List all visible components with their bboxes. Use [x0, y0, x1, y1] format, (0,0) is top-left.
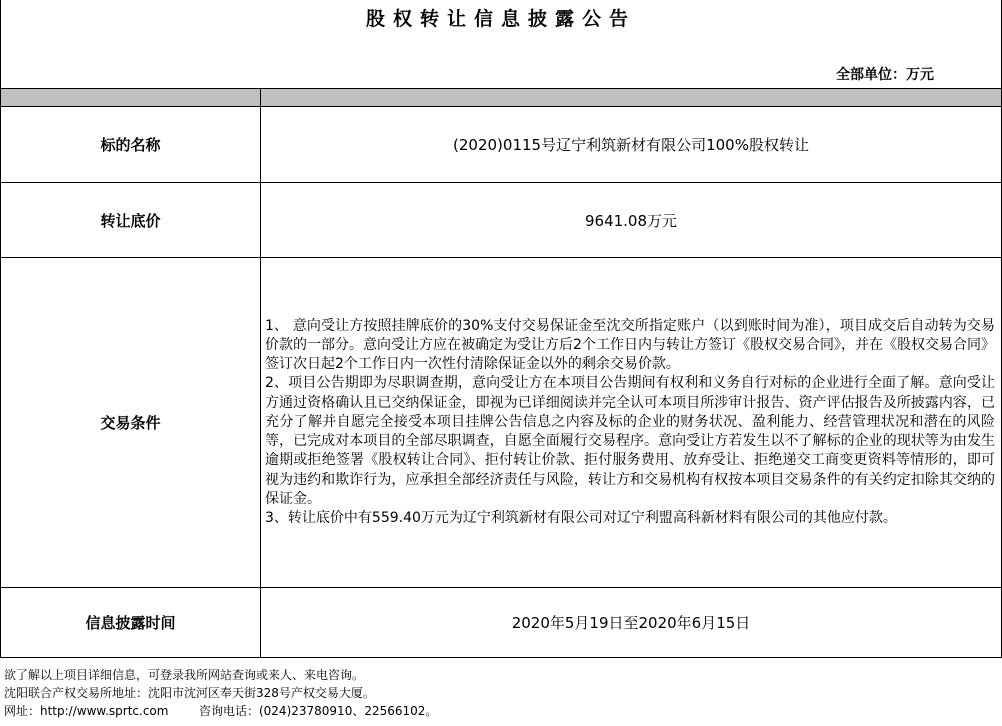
terms-item: 2、项目公告期即为尽职调查期，意向受让方在本项目公告期间有权利和义务自行对标的企业进行全面了解。意向受让方通过资格确认且已交纳保证金，即视为已详细阅读并完全认可本项目所涉审计报告、资产评估报告及所披露内容，已充分了解并自愿完全接受本项目挂牌公告信息之内容及标的企业的财务状况、盈利能力、经营管理状况和潜在的风险等，已完成对本项目的全部尽职调查，自愿全面履行交易程序。意向受让方若发生以不了解标的企业的现状等为由发生逾期或拒绝签署《股权转让合同》、拒付转让价款、拒付服务费用、放弃受让、拒绝递交工商变更资料等情形的，即可视为违约和欺诈行为，应承担全部经济责任与风险，转让方和交易机构有权按本项目交易条件的有关约定扣除其交纳的保证金。 [265, 375, 995, 507]
row-trade-terms [1, 258, 1002, 588]
unit-note: 全部单位：万元 [836, 67, 934, 83]
row-reserve-price [1, 183, 1002, 258]
header-cell-left [1, 89, 261, 107]
reserve-price-value: 9641.08万元 [261, 183, 1002, 258]
trade-terms-content [261, 258, 1002, 588]
footer-website-phone-line: 网址：http://www.sprtc.com 咨询电话：(024)23780910、22566102。 [4, 704, 438, 718]
footer-address-line: 沈阳联合产权交易所地址：沈阳市沈河区奉天街328号产权交易大厦。 [4, 686, 375, 700]
reserve-price-label: 转让底价 [1, 183, 261, 258]
disclosure-period-value: 2020年5月19日至2020年6月15日 [261, 588, 1002, 658]
announcement-table [0, 88, 1002, 658]
terms-item: 1、 意向受让方按照挂牌底价的30%支付交易保证金至沈交所指定账户（以到账时间为准），项目成交后自动转为交易价款的一部分。意向受让方应在被确定为受让方后2个工作日内与转让方签订《股权交易合同》，并在《股权交易合同》签订次日起2个工作日内一次性付清除保证金以外的剩余交易价款。 [265, 317, 995, 373]
table-header-row [1, 89, 1002, 107]
footer-contact-line: 欲了解以上项目详细信息，可登录我所网站查询或来人、来电咨询。 [4, 668, 365, 682]
footer-notes [4, 666, 437, 720]
disclosure-period-label: 信息披露时间 [1, 588, 261, 658]
page-title: 股权转让信息披露公告 [365, 8, 636, 30]
row-disclosure-period [1, 588, 1002, 658]
target-name-label: 标的名称 [1, 107, 261, 183]
terms-item: 3、转让底价中有559.40万元为辽宁利筑新材有限公司对辽宁利盟高科新材料有限公司的其他应付款。 [265, 509, 897, 526]
target-name-value: (2020)0115号辽宁利筑新材有限公司100%股权转让 [261, 107, 1002, 183]
trade-terms-label: 交易条件 [1, 258, 261, 588]
row-target-name [1, 107, 1002, 183]
header-cell-right [261, 89, 1002, 107]
